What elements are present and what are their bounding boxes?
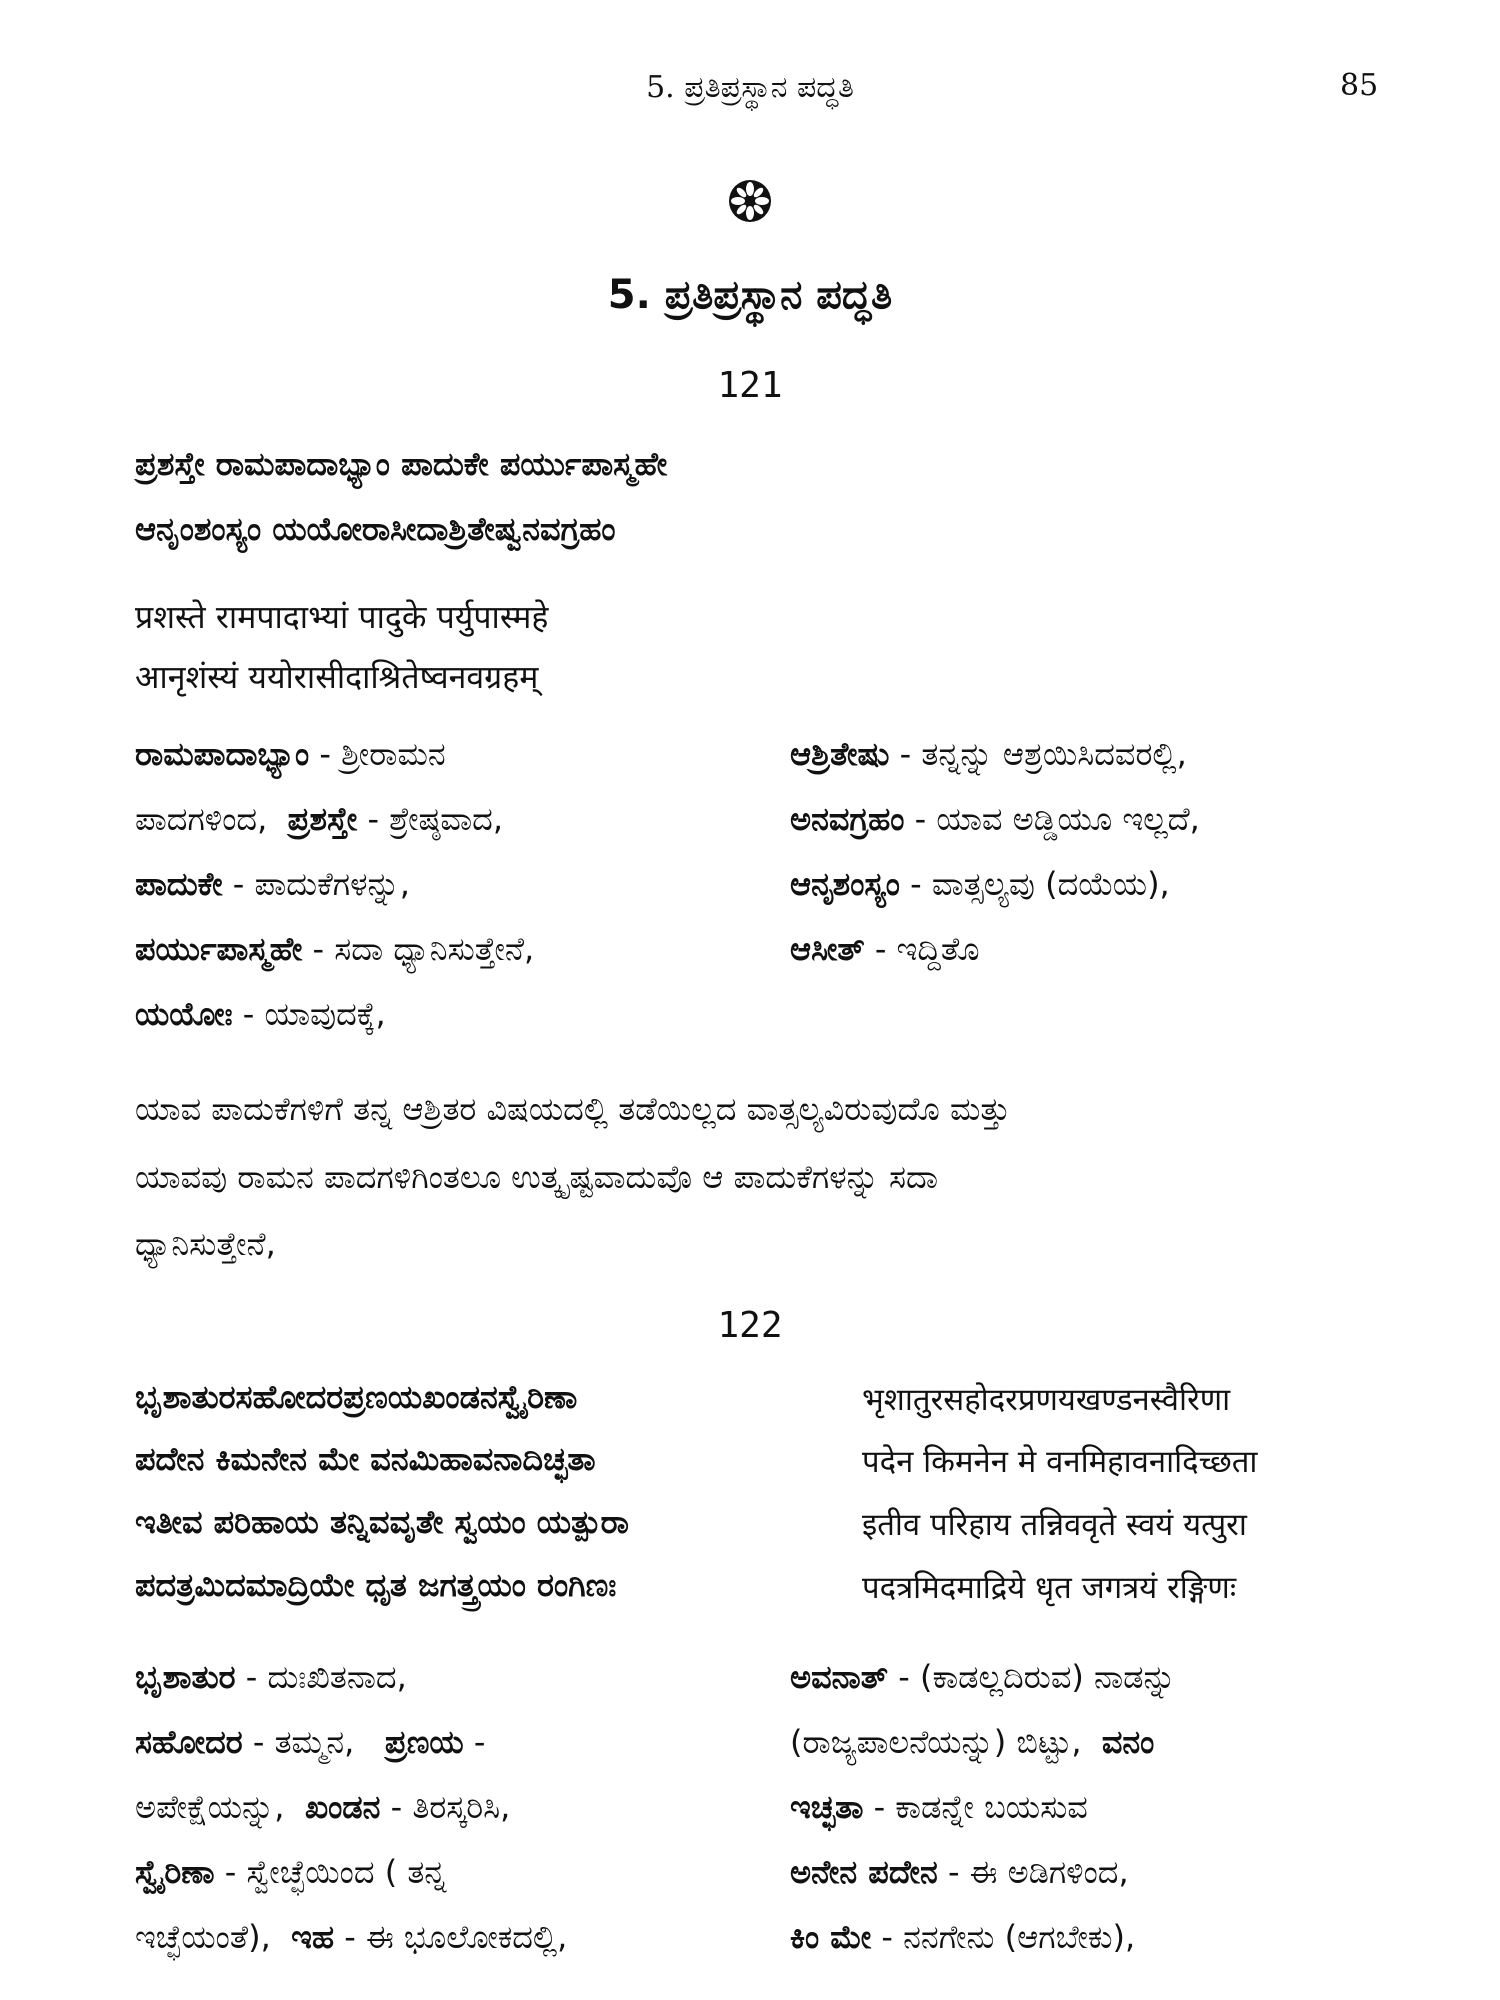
gloss-meaning: (ರಾಜ್ಯಪಾಲನೆಯನ್ನು) ಬಿಟ್ಟು, [790,1723,1082,1761]
gloss-meaning: - ಕಾಡನ್ನೇ ಬಯಸುವ [863,1788,1088,1826]
gloss-meaning: - ಇದ್ದಿತೊ [864,930,980,968]
gloss-term: ವನಂ [1101,1723,1155,1761]
gloss-term: ಆಶ್ರಿತೇಷು [790,735,890,773]
gloss-meaning: - ಪಾದುಕೆಗಳನ್ನು, [222,865,410,903]
devanagari-verse-line: आनृशंस्यं ययोरासीदाश्रितेष्वनवग्रहम् [135,658,539,696]
gloss-meaning: - ಯಾವುದಕ್ಕೆ, [232,995,386,1033]
chapter-title: 5. ಪ್ರತಿಪ್ರಸ್ಥಾನ ಪದ್ಧತಿ [607,272,893,318]
gloss-meaning: - ದುಃಖಿತನಾದ, [235,1658,407,1696]
gloss-entry [135,735,446,774]
gloss-meaning: - ಯಾವ ಅಡ್ಡಿಯೂ ಇಲ್ಲದೆ, [904,800,1200,838]
gloss-entry [135,995,386,1034]
gloss-term: ಕಿಂ ಮೇ [790,1918,872,1956]
gloss-term: ಆಸೀತ್ [790,930,865,968]
gloss-meaning: - ಸದಾ ಧ್ಯಾನಿಸುತ್ತೇನೆ, [302,930,535,968]
kannada-verse-line: ಪದೇನ ಕಿಮನೇನ ಮೇ ವನಮಿಹಾವನಾದಿಚ್ಛತಾ [135,1440,596,1478]
gloss-term: ಪ್ರಣಯ [384,1723,464,1761]
gloss-meaning: ಅಪೇಕ್ಷೆಯನ್ನು, [135,1788,285,1826]
gloss-meaning: - ಶ್ರೀರಾಮನ [309,735,446,773]
kannada-verse-line: ಆನೃಂಶಂಸ್ಯಂ ಯಯೋರಾಸೀದಾಶ್ರಿತೇಷ್ವನವಗ್ರಹಂ [135,510,616,548]
kannada-verse-line: ಭೃಶಾತುರಸಹೋದರಪ್ರಣಯಖಂಡನಸ್ವೈರಿಣಾ [135,1378,578,1416]
gloss-meaning: - ತಮ್ಮನ, [242,1723,355,1761]
devanagari-verse-line: पदेन किमनेन मे वनमिहावनादिच्छता [862,1444,1258,1480]
gloss-entry [790,1658,1176,1697]
gloss-term: ಅವನಾತ್ [790,1658,889,1696]
gloss-meaning: - ತನ್ನನ್ನು ಆಶ್ರಯಿಸಿದವರಲ್ಲಿ, [889,735,1187,773]
gloss-entry [135,1788,510,1827]
lotus-ornament-icon [727,178,773,224]
gloss-entry [790,930,980,969]
gloss-term: ಇಹ [291,1918,335,1956]
gloss-entry [790,1853,1129,1892]
gloss-entry [790,1788,1088,1827]
page-number: 85 [1340,68,1379,103]
gloss-meaning: - ಈ ಅಡಿಗಳಿಂದ, [937,1853,1129,1891]
gloss-term: ಪರ್ಯುಪಾಸ್ಮಹೇ [135,930,303,968]
gloss-meaning: - ವಾತ್ಸಲ್ಯವು (ದಯೆಯ), [899,865,1170,903]
gloss-entry [135,1723,485,1762]
meaning-line: ಯಾವವು ರಾಮನ ಪಾದಗಳಿಗಿಂತಲೂ ಉತ್ಕೃಷ್ಟವಾದುವೊ ಆ ಪಾದುಕೆಗಳನ್ನು ಸದಾ [135,1158,939,1196]
kannada-verse-line: ಇತೀವ ಪರಿಹಾಯ ತನ್ನಿವವೃತೇ ಸ್ವಯಂ ಯತ್ಪುರಾ [135,1503,629,1541]
gloss-term: ಇಚ್ಛತಾ [790,1788,864,1826]
gloss-entry [135,1658,407,1697]
gloss-meaning: - [463,1723,486,1761]
gloss-term: ಅನೇನ ಪದೇನ [790,1853,938,1891]
gloss-entry [135,1853,446,1892]
gloss-term: ಆನೃಶಂಸ್ಯಂ [790,865,900,903]
gloss-meaning: - (ಕಾಡಲ್ಲದಿರುವ) ನಾಡನ್ನು [888,1658,1176,1696]
gloss-entry [135,1918,567,1957]
gloss-meaning: - ಶ್ರೇಷ್ಠವಾದ, [357,800,503,838]
verse-number: 121 [717,365,783,406]
gloss-entry [135,800,503,839]
kannada-verse-line: ಪ್ರಶಸ್ತೇ ರಾಮಪಾದಾಭ್ಯಾಂ ಪಾದುಕೇ ಪರ್ಯುಪಾಸ್ಮಹೇ [135,445,668,483]
gloss-term: ಖಂಡನ [304,1788,381,1826]
gloss-term: ಭೃಶಾತುರ [135,1658,236,1696]
gloss-entry [790,1918,1135,1957]
gloss-meaning: - ಸ್ವೇಚ್ಛೆಯಿಂದ ( ತನ್ನ [214,1853,447,1891]
devanagari-verse-line: भृशातुरसहोदरप्रणयखण्डनस्वैरिणा [862,1382,1231,1418]
meaning-line: ಧ್ಯಾನಿಸುತ್ತೇನೆ, [135,1225,276,1263]
gloss-entry [790,865,1170,904]
devanagari-verse-line: पदत्रमिदमाद्रिये धृत जगत्रयं रङ्गिणः [862,1570,1237,1606]
verse-number: 122 [717,1305,783,1346]
gloss-entry [790,800,1200,839]
gloss-term: ಪಾದುಕೇ [135,865,223,903]
meaning-line: ಯಾವ ಪಾದುಕೆಗಳಿಗೆ ತನ್ನ ಆಶ್ರಿತರ ವಿಷಯದಲ್ಲಿ ತಡೆಯಿಲ್ಲದ ವಾತ್ಸಲ್ಯವಿರುವುದೊ ಮತ್ತು [135,1090,1011,1128]
gloss-term: ಸಹೋದರ [135,1723,243,1761]
gloss-term: ಯಯೋಃ [135,995,233,1033]
gloss-entry [790,735,1187,774]
gloss-meaning: ಇಚ್ಛೆಯಂತೆ), [135,1918,271,1956]
running-title: 5. ಪ್ರತಿಪ್ರಸ್ಥಾನ ಪದ್ಧತಿ [646,70,854,105]
gloss-meaning: - ನನಗೇನು (ಆಗಬೇಕು), [871,1918,1136,1956]
gloss-meaning: - ತಿರಸ್ಕರಿಸಿ, [380,1788,511,1826]
gloss-term: ಪ್ರಶಸ್ತೇ [287,800,358,838]
gloss-term: ಅನವಗ್ರಹಂ [790,800,905,838]
gloss-entry [135,930,534,969]
gloss-meaning: - ಈ ಭೂಲೋಕದಲ್ಲಿ, [334,1918,568,1956]
kannada-verse-line: ಪದತ್ರಮಿದಮಾದ್ರಿಯೇ ಧೃತ ಜಗತ್ತ್ರಯಂ ರಂಗಿಣಃ [135,1566,617,1604]
gloss-meaning: ಪಾದಗಳಿಂದ, [135,800,268,838]
gloss-term: ಸ್ವೈರಿಣಾ [135,1853,215,1891]
gloss-entry [135,865,410,904]
devanagari-verse-line: प्रशस्ते रामपादाभ्यां पादुके पर्युपास्महे [135,598,549,636]
gloss-term: ರಾಮಪಾದಾಭ್ಯಾಂ [135,735,310,773]
devanagari-verse-line: इतीव परिहाय तन्निववृते स्वयं यत्पुरा [862,1507,1247,1543]
gloss-entry [790,1723,1154,1762]
